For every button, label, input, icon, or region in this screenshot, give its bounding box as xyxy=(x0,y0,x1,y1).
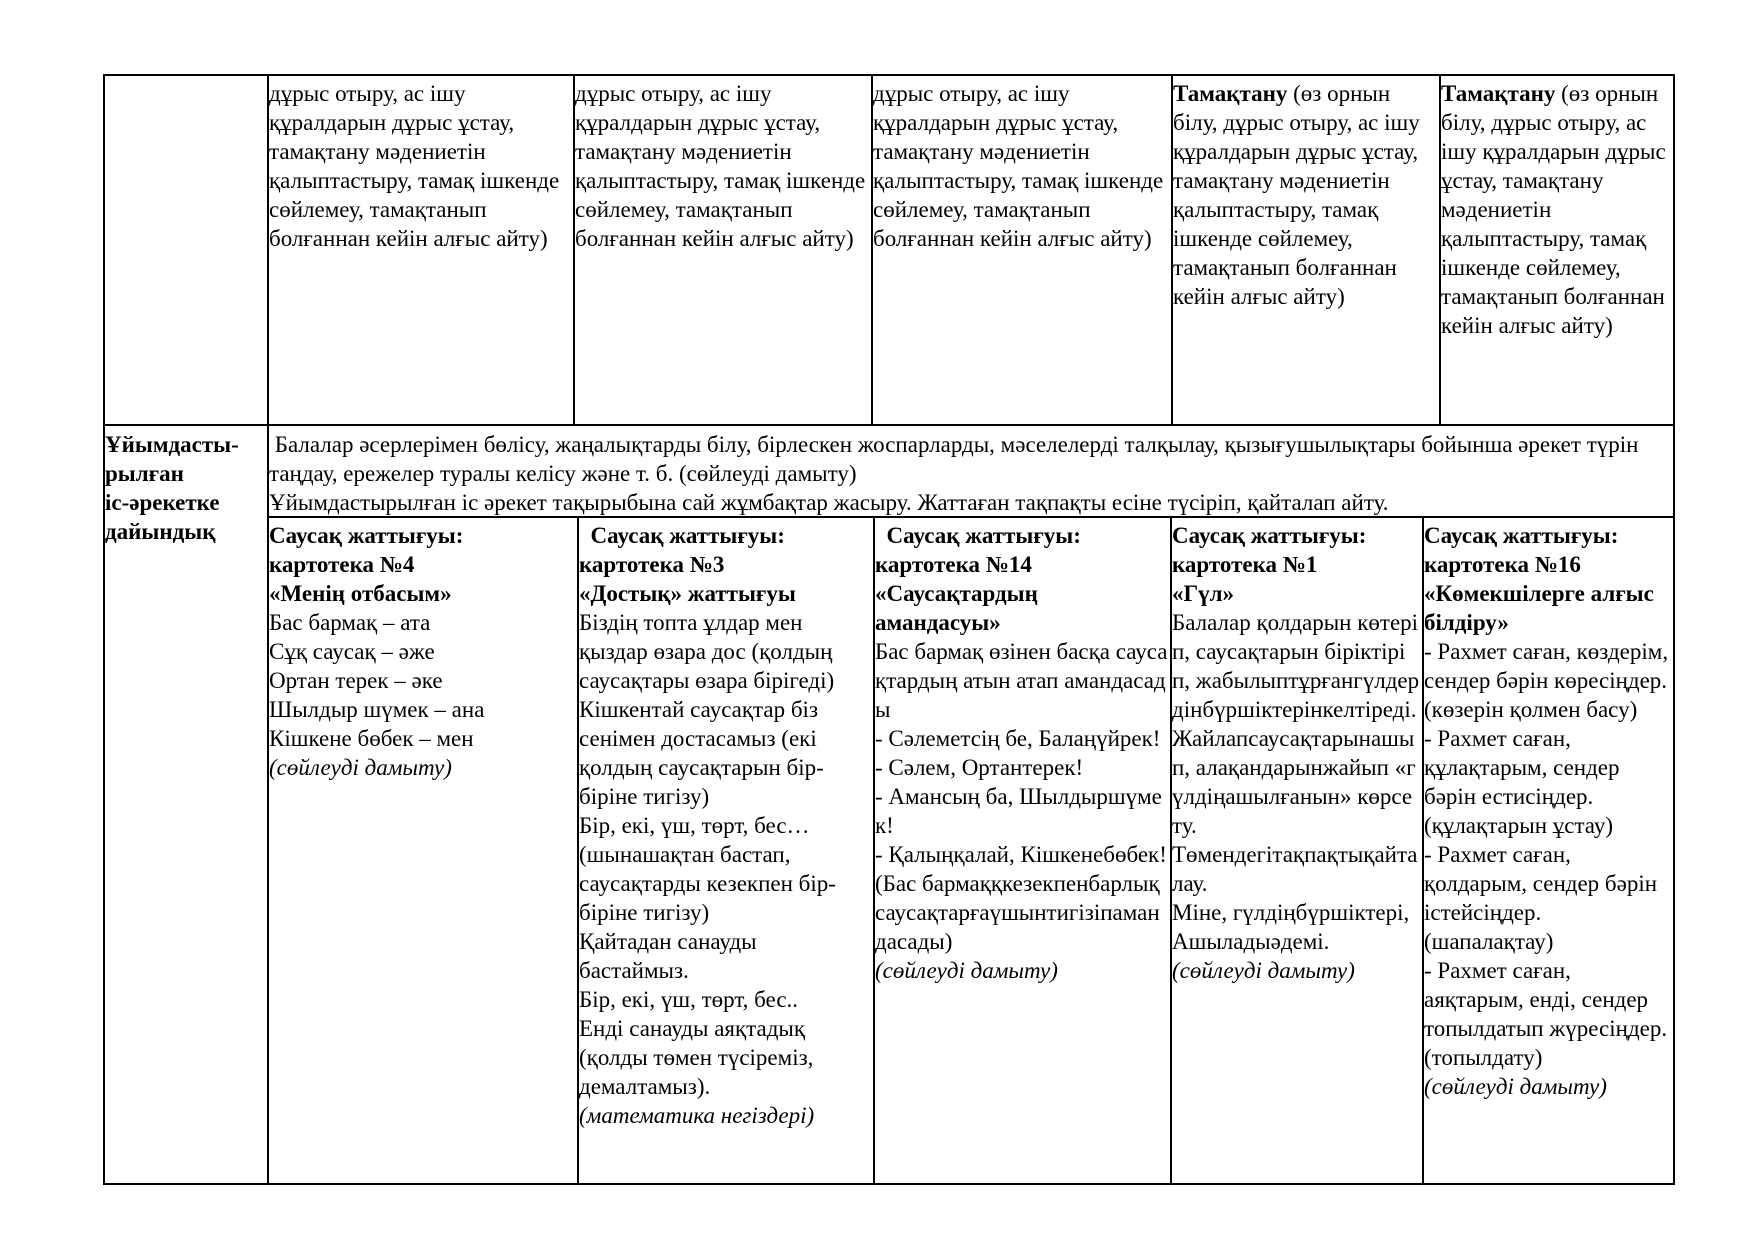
row1-cell-3-text: дұрыс отыру, ас ішу құралдарын дұрыс ұстау, тамақтану мәдениетін қалыптастыру, тамақ ішкенде сөйлемеу, тамақтанып болғаннан кейін алғыс айту) xyxy=(873,81,1164,251)
table-border-bottom xyxy=(103,1183,1675,1185)
row1-cell-5-text: (өз орнын білу, дұрыс отыру, ас ішу құралдарын дұрыс ұстау, тамақтану мәдениетін қалыптастыру, тамақ ішкенде сөйлемеу, тамақтанып болғаннан кейін алғыс айту) xyxy=(1441,81,1666,338)
table-border-right xyxy=(1673,74,1675,1185)
finger-exercise-col-2-note: (математика негіздері) xyxy=(579,1103,815,1128)
finger-exercise-col-5-body: - Рахмет саған, көздерім, сендер бәрін көресіңдер. (көзерін қолмен басу) - Рахмет саған, құлақтарым, сендер бәрін естисіңдер. (құлақтарын ұстау) - Рахмет саған, қолдарым, сендер бәрін істейсіңдер. (шапалақтау) - Рахмет саған, аяқтарым, енді, сендер топылдатып жүресіңдер. (топылдату) xyxy=(1424,639,1669,1070)
finger-exercise-col-1-body: Бас бармақ – ата Сұқ саусақ – әже Ортан терек – әке Шылдыр шүмек – ана Кішкене бөбек – мен xyxy=(269,610,485,751)
finger-exercise-col-3-title: Саусақ жаттығуы: картотека №14 «Саусақтардың амандасуы» xyxy=(875,523,1081,635)
merged-activity-line-1: Балалар әсерлерімен бөлісу, жаңалықтарды білу, бірлескен жоспарларды, мәселелерді талқылау, қызығушылықтары бойынша әрекет түрін таңдау, ережелер туралы келісу және т. б. (сөйлеуді дамыту) xyxy=(269,432,1645,486)
row1-cell-1 xyxy=(269,79,569,253)
finger-exercise-col-4-body: Балалар қолдарын көтеріп, саусақтарын біріктіріп, жабылыптұрғангүлдер дінбүршіктерінкелтіреді. Жайлапсаусақтарынашып, алақандарынжайып «гүлдіңашылғанын» көрсету. Төмендегітақпақтықайталау. Міне, гүлдіңбүршіктері, Ашыладыәдемі. xyxy=(1172,610,1420,954)
merged-activity-cell xyxy=(269,430,1669,517)
finger-exercise-col-1-title: Саусақ жаттығуы: картотека №4 «Менің отбасым» xyxy=(269,523,464,606)
row-label-preparation: Ұйымдасты- рылған іс-әрекетке дайындық xyxy=(105,432,239,544)
finger-exercise-col-4-title: Саусақ жаттығуы: картотека №1 «Гүл» xyxy=(1172,523,1367,606)
row1-cell-4 xyxy=(1173,79,1435,311)
finger-exercise-col-3-note: (сөйлеуді дамыту) xyxy=(875,958,1058,983)
finger-exercise-col-2 xyxy=(579,521,871,1130)
row1-cell-5 xyxy=(1441,79,1671,340)
row1-cell-4-text: (өз орнын білу, дұрыс отыру, ас ішу құралдарын дұрыс ұстау, тамақтану мәдениетін қалыптастыру, тамақ ішкенде сөйлемеу, тамақтанып болғаннан кейін алғыс айту) xyxy=(1173,81,1420,309)
finger-exercise-col-3-body: Бас бармақ өзінен басқа саусақтардың атын атап амандасады - Сәлеметсің бе, Балаңүйрек! - Сәлем, Ортантерек! - Амансың ба, Шылдыршүмек! - Қалыңқалай, Кішкенебөбек! (Бас бармаққкезекпенбарлықсаусақтарғаүшынтигізіпамандасады) xyxy=(875,639,1168,954)
finger-exercise-col-1 xyxy=(269,521,573,782)
finger-exercise-col-4-note: (сөйлеуді дамыту) xyxy=(1172,958,1355,983)
finger-exercise-col-5 xyxy=(1424,521,1671,1101)
finger-exercise-col-5-note: (сөйлеуді дамыту) xyxy=(1424,1074,1607,1099)
finger-exercise-col-2-title: Саусақ жаттығуы: картотека №3 «Достық» жаттығуы xyxy=(579,523,796,606)
finger-exercise-col-5-title: Саусақ жаттығуы: картотека №16 «Көмекшілерге алғыс білдіру» xyxy=(1424,523,1654,635)
row1-cell-1-text: дұрыс отыру, ас ішу құралдарын дұрыс ұстау, тамақтану мәдениетін қалыптастыру, тамақ ішкенде сөйлемеу, тамақтанып болғаннан кейін алғыс айту) xyxy=(269,81,560,251)
row1-cell-4-title: Тамақтану xyxy=(1173,81,1288,106)
finger-exercise-col-3 xyxy=(875,521,1168,985)
finger-exercise-col-4 xyxy=(1172,521,1420,985)
finger-exercise-col-1-note: (сөйлеуді дамыту) xyxy=(269,755,452,780)
finger-exercise-col-2-body: Біздің топта ұлдар мен қыздар өзара дос (қолдың саусақтары өзара бірігеді) Кішкентай саусақтар біз сенімен достасамыз (екі қолдың саусақтарын бір-біріне тигізу) Бір, екі, үш, төрт, бес…(шынашақтан бастап, саусақтарды кезекпен бір-біріне тигізу) Қайтадан санауды бастаймыз. Бір, екі, үш, төрт, бес.. Енді санауды аяқтадық (қолды төмен түсіреміз, демалтамыз). xyxy=(579,610,836,1099)
table-border-left xyxy=(103,74,105,1185)
row1-cell-2 xyxy=(575,79,867,253)
row1-cell-2-text: дұрыс отыру, ас ішу құралдарын дұрыс ұстау, тамақтану мәдениетін қалыптастыру, тамақ ішкенде сөйлемеу, тамақтанып болғаннан кейін алғыс айту) xyxy=(575,81,866,251)
row1-cell-3 xyxy=(873,79,1167,253)
merged-activity-line-2: Ұйымдастырылған іс әрекет тақырыбына сай жұмбақтар жасыру. Жаттаған тақпақты есіне түсіріп, қайталап айту. xyxy=(269,490,1389,515)
row1-cell-5-title: Тамақтану xyxy=(1441,81,1556,106)
